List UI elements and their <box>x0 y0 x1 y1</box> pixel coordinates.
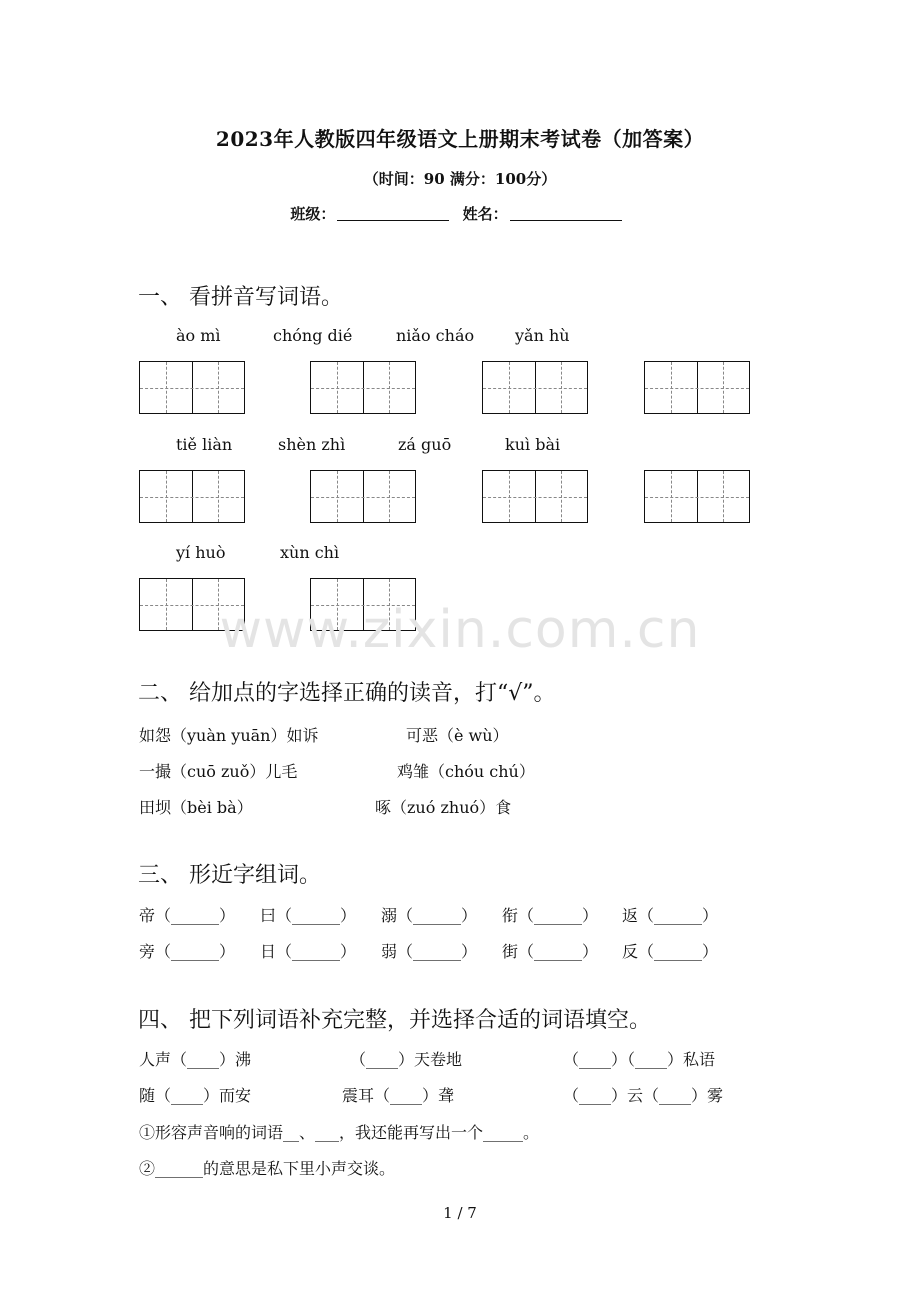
writing-grid[interactable] <box>139 361 245 414</box>
reading-choice: 可恶（è wù） <box>406 726 509 745</box>
exam-time-score: （时间：90 满分：100分） <box>363 170 557 188</box>
name-label: 姓名： <box>462 205 508 223</box>
word-blank[interactable]: 溺（______） <box>381 906 478 925</box>
writing-grid[interactable] <box>644 361 750 414</box>
word-blank[interactable]: 日（______） <box>260 942 357 961</box>
word-blank[interactable]: 旁（______） <box>139 942 236 961</box>
word-blank[interactable]: 帝（______） <box>139 906 236 925</box>
pinyin-label: ào mì <box>176 326 221 345</box>
class-label: 班级： <box>290 205 336 223</box>
idiom-blank[interactable]: 随（____）而安 <box>139 1086 252 1105</box>
word-blank[interactable]: 曰（______） <box>260 906 357 925</box>
reading-choice: 一撮（cuō zuǒ）儿毛 <box>139 762 298 781</box>
pinyin-label: niǎo cháo <box>396 326 475 345</box>
pinyin-label: shèn zhì <box>278 435 346 454</box>
idiom-blank[interactable]: 震耳（____）聋 <box>342 1086 455 1105</box>
word-blank[interactable]: 衔（______） <box>502 906 599 925</box>
writing-grid[interactable] <box>644 470 750 523</box>
section-1-heading: 一、 看拼音写词语。 <box>138 285 343 310</box>
section-3-heading: 三、 形近字组词。 <box>138 863 321 888</box>
pinyin-label: chóng dié <box>273 326 353 345</box>
pinyin-label: kuì bài <box>505 435 561 454</box>
fill-question-2: ②______的意思是私下里小声交谈。 <box>139 1159 396 1178</box>
writing-grid[interactable] <box>310 470 416 523</box>
pinyin-label: yǎn hù <box>515 326 570 345</box>
reading-choice: 啄（zuó zhuó）食 <box>375 798 512 817</box>
idiom-blank[interactable]: （____）（____）私语 <box>563 1050 716 1069</box>
writing-grid[interactable] <box>482 361 588 414</box>
pinyin-label: tiě liàn <box>176 435 233 454</box>
writing-grid[interactable] <box>310 361 416 414</box>
page-title: 2023年人教版四年级语文上册期末考试卷（加答案） <box>215 127 705 151</box>
name-blank[interactable] <box>510 206 622 221</box>
pinyin-label: xùn chì <box>280 543 340 562</box>
writing-grid[interactable] <box>139 470 245 523</box>
pinyin-label: zá guō <box>398 435 452 454</box>
pinyin-label: yí huò <box>176 543 226 562</box>
word-blank[interactable]: 反（______） <box>622 942 719 961</box>
writing-grid[interactable] <box>482 470 588 523</box>
word-blank[interactable]: 弱（______） <box>381 942 478 961</box>
idiom-blank[interactable]: （____）天卷地 <box>350 1050 463 1069</box>
reading-choice: 田坝（bèi bà） <box>139 798 253 817</box>
reading-choice: 如怨（yuàn yuān）如诉 <box>139 726 319 745</box>
idiom-blank[interactable]: （____）云（____）雾 <box>563 1086 724 1105</box>
watermark: www.zixin.com.cn <box>219 600 701 660</box>
student-info <box>0 203 920 224</box>
idiom-blank[interactable]: 人声（____）沸 <box>139 1050 252 1069</box>
fill-question-1: ①形容声音响的词语__、___，我还能再写出一个_____。 <box>139 1123 540 1142</box>
section-2-heading: 二、 给加点的字选择正确的读音，打“√”。 <box>138 681 556 706</box>
class-blank[interactable] <box>337 206 449 221</box>
page-number: 1 / 7 <box>443 1204 477 1222</box>
reading-choice: 鸡雏（chóu chú） <box>397 762 535 781</box>
word-blank[interactable]: 返（______） <box>622 906 719 925</box>
section-4-heading: 四、 把下列词语补充完整，并选择合适的词语填空。 <box>138 1008 651 1033</box>
word-blank[interactable]: 街（______） <box>502 942 599 961</box>
